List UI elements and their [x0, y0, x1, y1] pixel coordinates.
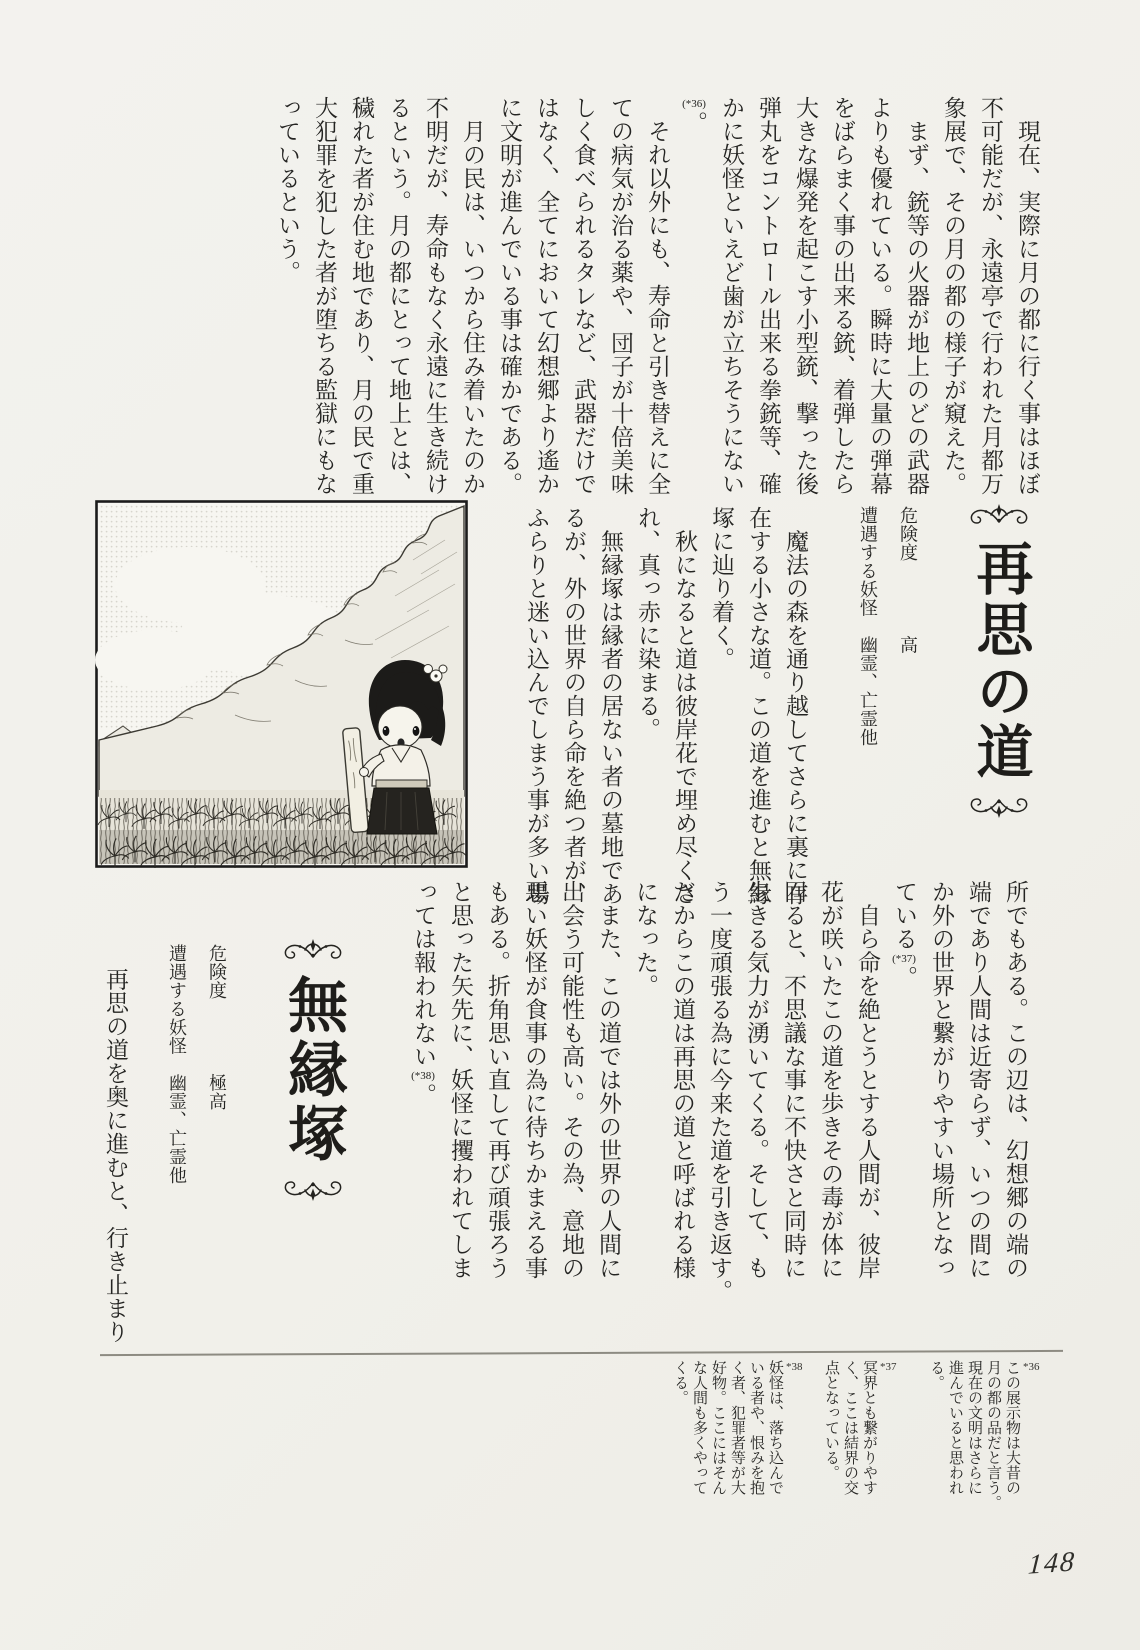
section-title: 再思の道	[968, 539, 1031, 783]
text-column: っているという。	[275, 96, 300, 284]
footnote-marker: (*38)	[411, 1070, 435, 1082]
text-column: 無縁塚は縁者の居ない者の墓地であ	[598, 506, 623, 906]
footnote-line: な人間も多くやって	[691, 1360, 707, 1495]
text-column: しく食べられるタレなど、武器だけで	[571, 96, 596, 496]
footnote-line: く、ここは結界の交	[842, 1360, 858, 1495]
info-line: 危険度 高	[898, 506, 918, 654]
flourish-ornament-icon	[277, 1176, 349, 1202]
text-column: 在する小さな道。この道を進むと無縁	[746, 506, 771, 906]
footnote-label: *38	[786, 1361, 803, 1373]
text-column: 不可能だが、永遠亭で行われた月都万	[978, 96, 1003, 496]
text-column: るという。月の都にとって地上とは、	[386, 96, 411, 496]
text-column: 弾丸をコントロール出来る拳銃等、確	[756, 96, 781, 496]
text-segment: 。	[892, 965, 917, 989]
section2-body	[97, 944, 134, 1358]
section-heading-muenzuka	[260, 938, 366, 1202]
text-column	[405, 880, 442, 1312]
footnote-38	[670, 1360, 806, 1520]
text-column: 自ら命を絶とうとする人間が、彼岸	[855, 880, 880, 1280]
footnote-label: *36	[1023, 1361, 1040, 1373]
footnote-line: いる者や、恨みを抱	[748, 1360, 764, 1495]
footnote-line: く者、犯罪者等が大	[729, 1360, 745, 1495]
text-column: れ、真っ赤に染まる。	[635, 506, 660, 741]
article-lunar-capital	[269, 96, 1046, 510]
footnote-line: 月の都の品だと言う。	[985, 1360, 1001, 1510]
footnote-line: くる。	[672, 1360, 688, 1405]
text-column: と思った矢先に、妖怪に攫われてしま	[448, 880, 473, 1280]
footnote-37	[821, 1360, 900, 1520]
text-column	[676, 96, 713, 510]
illustration-muenzuka-girl	[95, 500, 468, 868]
text-column: ての病気が治る薬や、団子が十倍美味	[608, 96, 633, 496]
text-column: 所でもある。この辺は、幻想郷の端の	[1003, 880, 1028, 1280]
info-line: 危険度 極高	[207, 944, 227, 1111]
text-column: 大犯罪を犯した者が堕ちる監獄にもな	[312, 96, 337, 496]
text-segment: 。	[411, 1083, 436, 1107]
footnote-marker: (*37)	[892, 952, 916, 965]
text-column: 象展で、その月の都の様子が窺えた。	[941, 96, 966, 496]
text-column: 出会う可能性も高い。その為、意地の	[559, 880, 584, 1280]
text-column: う一度頑張る為に今来た道を引き返す。	[707, 880, 732, 1303]
footnote-marker: (*36)	[682, 98, 706, 110]
info-line: 遭遇する妖怪 幽霊、亡霊他	[858, 506, 878, 747]
footnote-text	[821, 1360, 878, 1520]
text-column: 不明だが、寿命もなく永遠に生き続け	[423, 96, 448, 496]
text-column: 再思の道を奥に進むと、行き止まり	[103, 944, 128, 1344]
footnote-line: この展示物は大昔の	[1004, 1360, 1020, 1495]
text-column: 月の民は、いつから住み着いたのか	[460, 96, 485, 496]
text-column: ふらりと迷い込んでしまう事が多い場	[524, 506, 549, 906]
text-column: 現在、実際に月の都に行く事はほぼ	[1015, 96, 1040, 496]
text-column: また、この道では外の世界の人間に	[596, 880, 621, 1280]
text-column: だからこの道は再思の道と呼ばれる様	[670, 880, 695, 1280]
flourish-ornament-icon	[963, 503, 1035, 529]
flourish-ornament-icon	[277, 938, 349, 964]
section-heading-saishi-no-michi	[946, 503, 1052, 819]
text-segment: っては報われない	[411, 880, 436, 1068]
text-column: 悪い妖怪が食事の為に待ちかまえる事	[522, 880, 547, 1280]
section2-info	[157, 944, 237, 1254]
text-column: 花が咲いたこの道を歩きその毒が体に	[818, 880, 843, 1280]
footnote-divider	[100, 1350, 1063, 1356]
text-column: かに妖怪といえど歯が立ちそうにない	[719, 96, 744, 496]
section-title: 無縁塚	[280, 974, 346, 1166]
illustration-drawing	[95, 500, 468, 868]
text-segment: 。	[682, 111, 707, 135]
text-column: をばらまく事の出来る銃、着弾したら	[830, 96, 855, 496]
footnote-line: 冥界とも繋がりやす	[861, 1360, 877, 1495]
footnote-line: 進んでいると思われ	[947, 1360, 963, 1495]
text-column: 生きる気力が湧いてくる。そして、も	[744, 880, 769, 1280]
page-number: 148	[1027, 1546, 1078, 1581]
text-segment: ている	[892, 880, 917, 951]
text-column: よりも優れている。瞬時に大量の弾幕	[867, 96, 892, 496]
footnote-line: 現在の文明はさらに	[966, 1360, 982, 1495]
footnote-line: 妖怪は、落ち込んで	[767, 1360, 783, 1495]
text-column: 穢れた者が住む地であり、月の民で重	[349, 96, 374, 496]
text-column: 魔法の森を通り越してさらに裏に存	[783, 506, 808, 906]
text-column: それ以外にも、寿命と引き替えに全	[645, 96, 670, 496]
text-column: 回ると、不思議な事に不快さと同時に	[781, 880, 806, 1280]
text-column: 塚に辿り着く。	[709, 506, 734, 671]
text-column: まず、銃等の火器が地上のどの武器	[904, 96, 929, 496]
section1-body-continued	[405, 880, 1034, 1312]
info-line: 遭遇する妖怪 幽霊、亡霊他	[167, 944, 187, 1185]
footnote-36	[926, 1360, 1043, 1520]
footnote-line: 点となっている。	[823, 1360, 839, 1480]
text-column	[886, 880, 923, 1312]
section1-body	[518, 506, 814, 916]
footnote-text	[670, 1360, 784, 1520]
text-column: るが、外の世界の自ら命を絶つ者が、	[561, 506, 586, 906]
text-column: 大きな爆発を起こす小型銃、撃った後	[793, 96, 818, 496]
text-column: もある。折角思い直して再び頑張ろう	[485, 880, 510, 1280]
text-column: か外の世界と繋がりやすい場所となっ	[929, 880, 954, 1280]
text-column: になった。	[633, 880, 658, 998]
section1-info	[848, 506, 928, 816]
footnote-line: る。	[928, 1360, 944, 1390]
flourish-ornament-icon	[963, 793, 1035, 819]
text-column: 秋になると道は彼岸花で埋め尽くさ	[672, 506, 697, 906]
text-column: に文明が進んでいる事は確かである。	[497, 96, 522, 496]
text-column: 端であり人間は近寄らず、いつの間に	[966, 880, 991, 1280]
text-column: はなく、全てにおいて幻想郷より遙か	[534, 96, 559, 496]
footnote-line: 好物。ここにはそん	[710, 1360, 726, 1495]
footnote-label: *37	[880, 1361, 897, 1373]
footnote-text	[926, 1360, 1021, 1520]
